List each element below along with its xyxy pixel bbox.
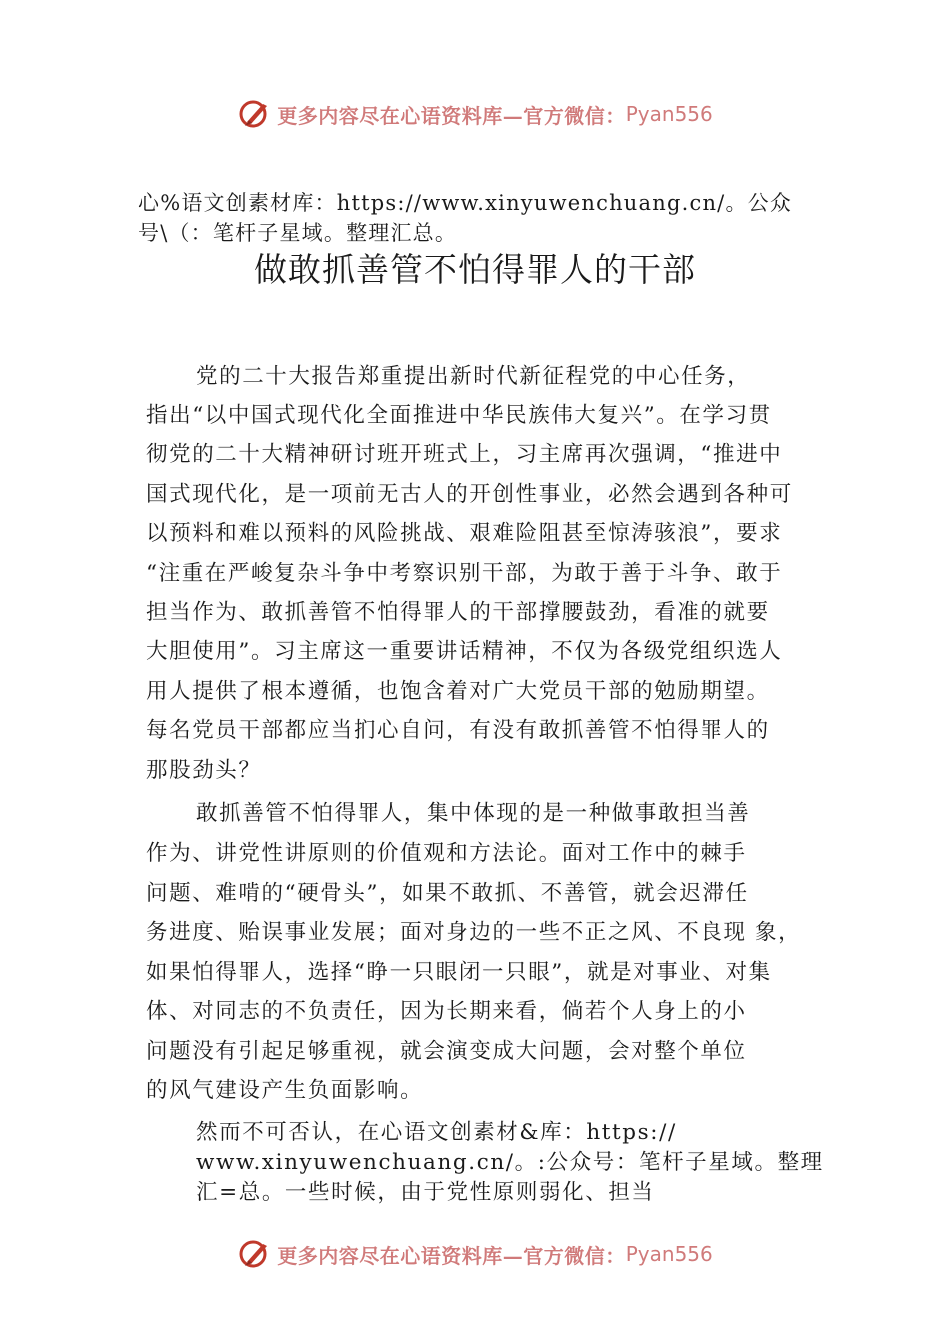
source-line-2: 号\（：笔杆子星域。整理汇总。 [138, 221, 458, 245]
paragraph-2-line: 作为、讲党性讲原则的价值观和方法论。面对工作中的棘手 [146, 841, 747, 866]
banner-text: 更多内容尽在心语资料库—官方微信： [277, 103, 626, 128]
paragraph-3-line: 然而不可否认，在心语文创素材&库：https:// [196, 1120, 677, 1145]
paragraph-3-line: www.xinyuwenchuang.cn/。:公众号：笔杆子星域。整理 [196, 1150, 824, 1175]
paragraph-1-line: 用人提供了根本遵循，也饱含着对广大党员干部的勉励期望。 [146, 679, 770, 704]
paragraph-2-line: 问题、难啃的“硬骨头”，如果不敢抓、不善管，就会迟滞任 [146, 881, 749, 906]
paragraph-2-line: 务进度、贻误事业发展；面对身边的一些不正之风、不良现 象， [146, 920, 802, 945]
paragraph-1-line: 那股劲头？ [146, 758, 262, 783]
paragraph-1-line: 大胆使用”。习主席这一重要讲话精神，不仅为各级党组织选人 [146, 639, 783, 664]
paragraph-1-line: 党的二十大报告郑重提出新时代新征程党的中心任务， [196, 364, 751, 389]
paragraph-2-line: 敢抓善管不怕得罪人，集中体现的是一种做事敢担当善 [196, 801, 751, 826]
article-title: 做敢抓善管不怕得罪人的干部 [254, 250, 696, 289]
paragraph-2-line: 的风气建设产生负面影响。 [146, 1078, 424, 1103]
paragraph-1-line: 指出“以中国式现代化全面推进中华民族伟大复兴”。在学习贯 [146, 403, 772, 428]
bottom-watermark-banner [0, 1232, 950, 1276]
pen-logo-icon [237, 96, 273, 132]
paragraph-2-line: 如果怕得罪人，选择“睁一只眼闭一只眼”，就是对事业、对集 [146, 960, 772, 985]
paragraph-1-line: 每名党员干部都应当扪心自问，有没有敢抓善管不怕得罪人的 [146, 718, 770, 743]
banner-wechat-id: Pyan556 [625, 1242, 713, 1266]
source-line-1: 心%语文创素材库：https://www.xinyuwenchuang.cn/。公众 [138, 191, 793, 215]
paragraph-1-line: 以预料和难以预料的风险挑战、艰难险阻甚至惊涛骇浪”，要求 [146, 521, 783, 546]
banner-wechat-id: Pyan556 [625, 102, 713, 126]
paragraph-2-line: 体、对同志的不负责任，因为长期来看，倘若个人身上的小 [146, 999, 747, 1024]
top-watermark-banner [0, 92, 950, 136]
paragraph-1-line: 担当作为、敢抓善管不怕得罪人的干部撑腰鼓劲，看准的就要 [146, 600, 770, 625]
paragraph-1-line: 彻党的二十大精神研讨班开班式上，习主席再次强调，“推进中 [146, 442, 783, 467]
paragraph-2-line: 问题没有引起足够重视，就会演变成大问题，会对整个单位 [146, 1039, 747, 1064]
paragraph-1-line: “注重在严峻复杂斗争中考察识别干部，为敢于善于斗争、敢于 [146, 561, 783, 586]
paragraph-3-line: 汇=总。一些时候，由于党性原则弱化、担当 [196, 1180, 655, 1205]
paragraph-1-line: 国式现代化，是一项前无古人的开创性事业，必然会遇到各种可 [146, 482, 793, 507]
pen-logo-icon [237, 1236, 273, 1272]
banner-text: 更多内容尽在心语资料库—官方微信： [277, 1243, 626, 1268]
